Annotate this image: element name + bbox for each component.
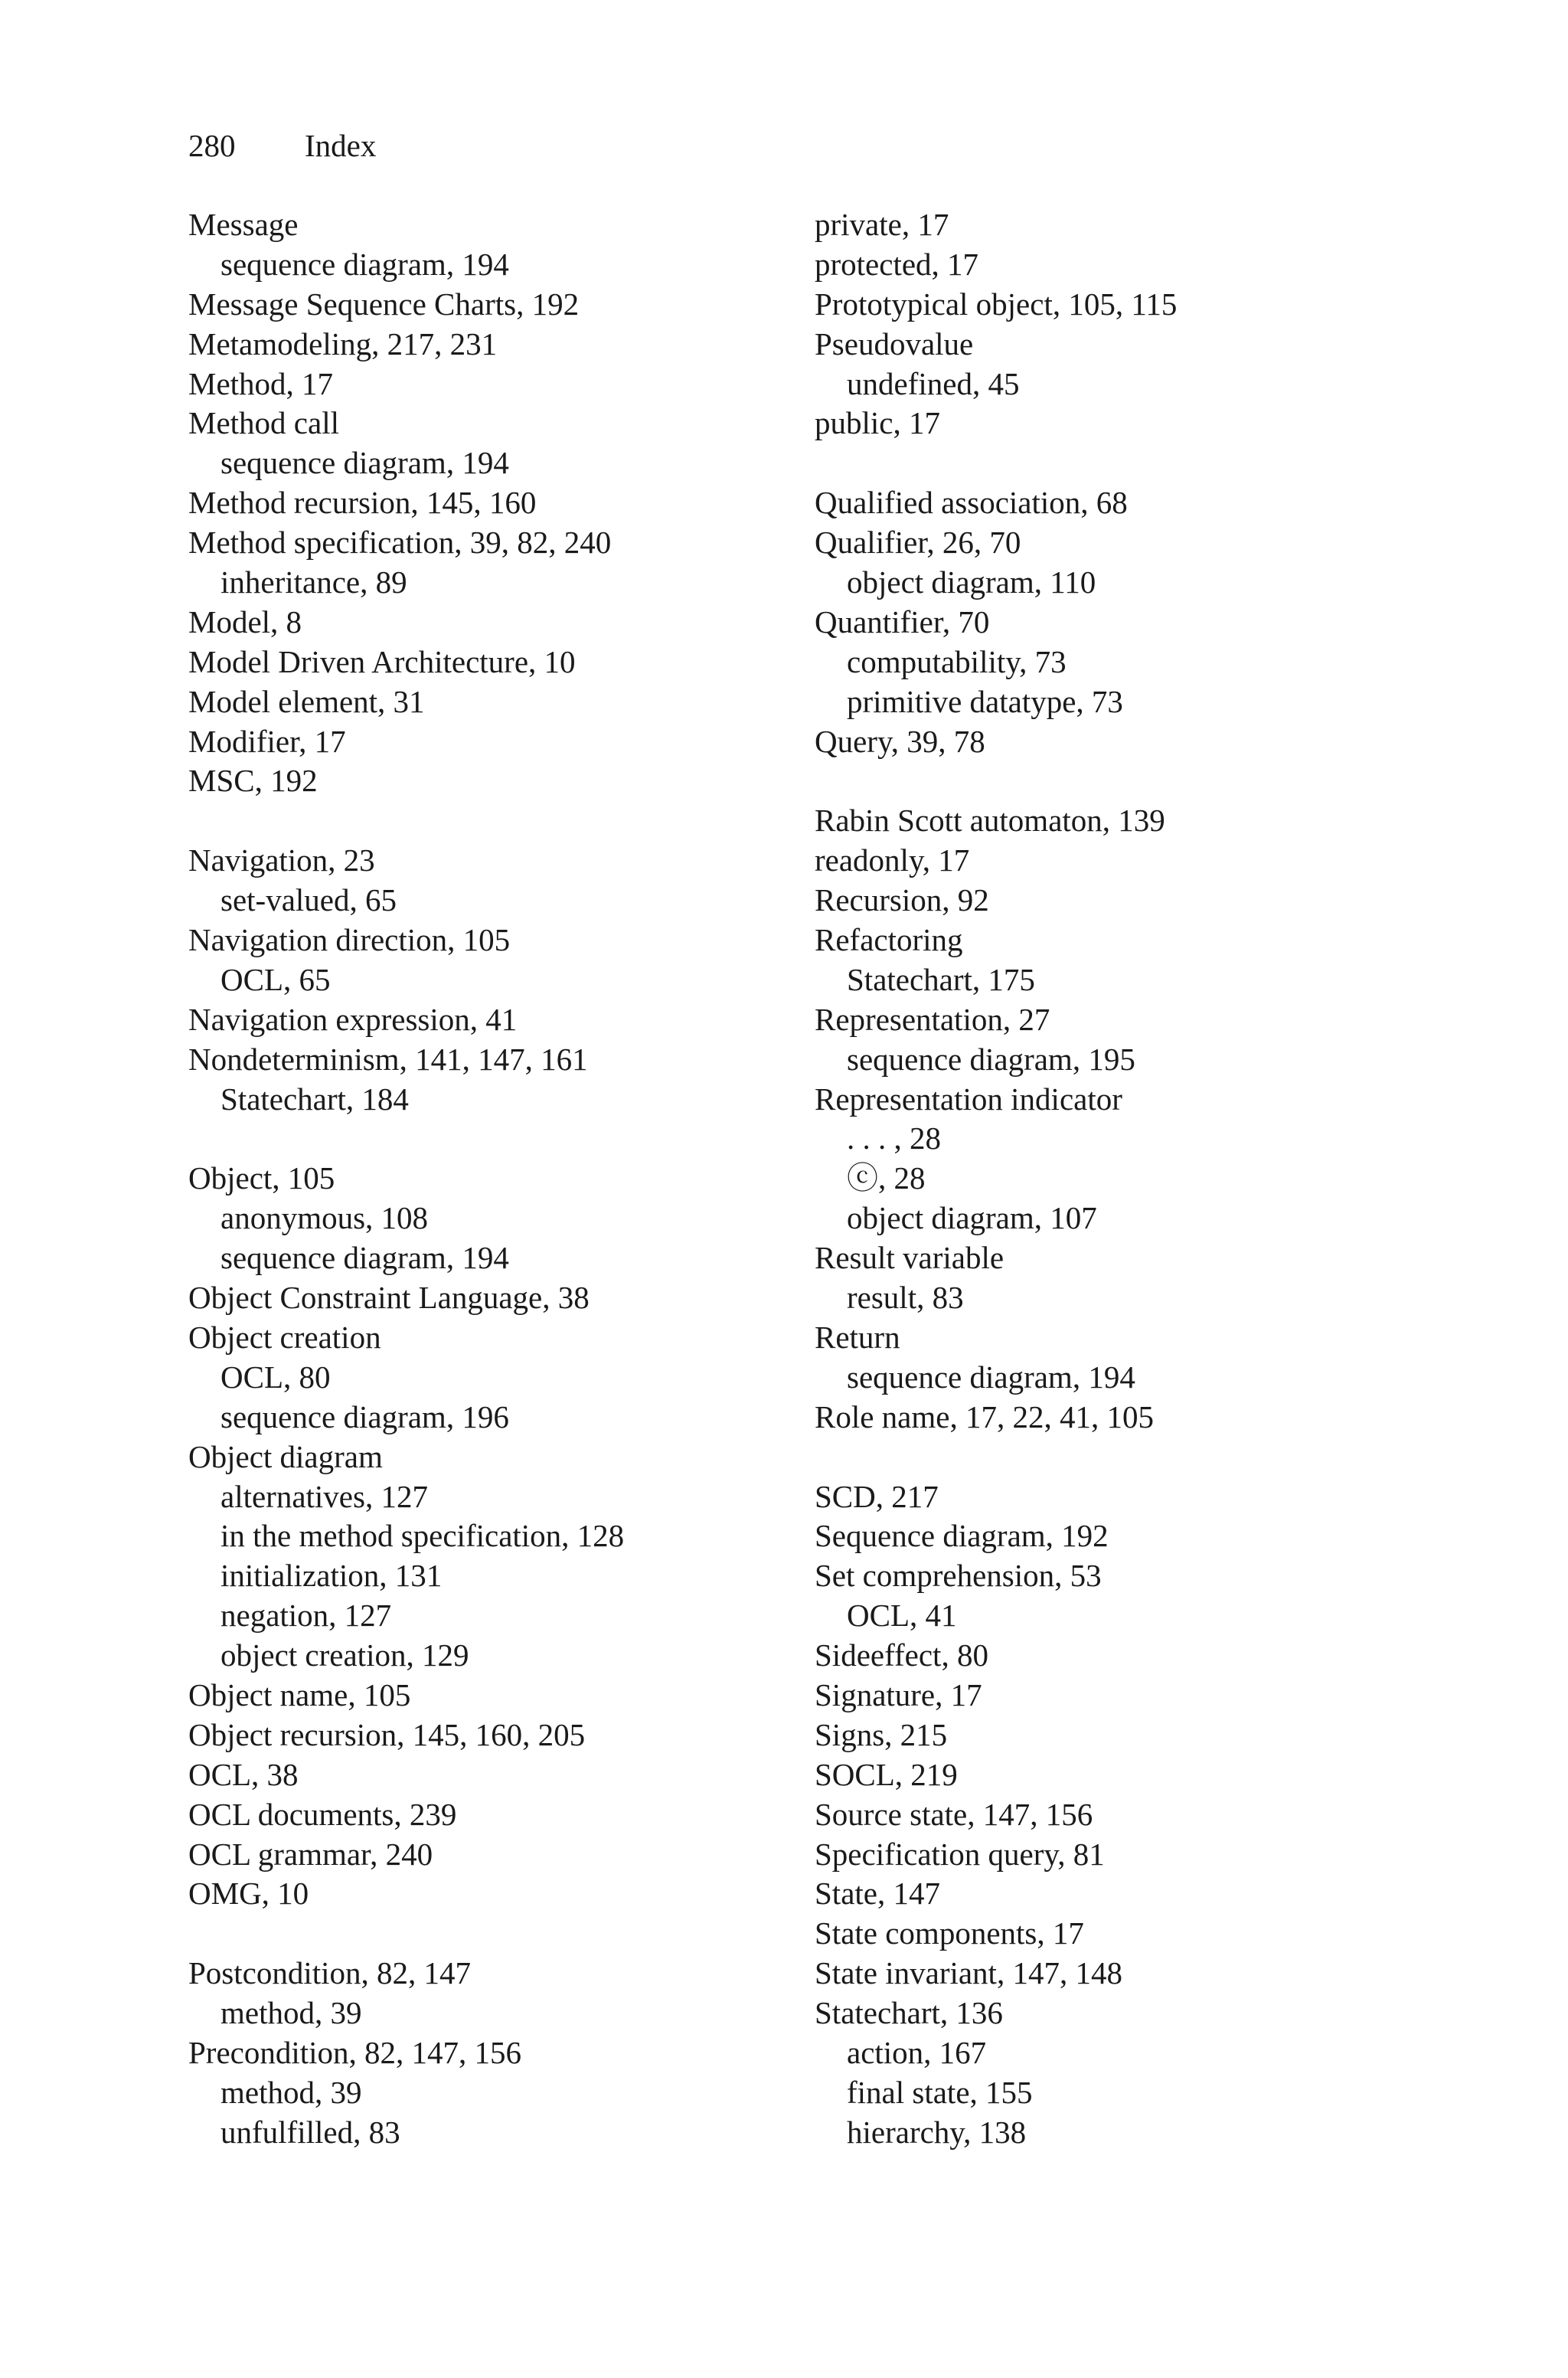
- index-entry: protected, 17: [815, 246, 979, 282]
- index-entry: Recursion, 92: [815, 882, 989, 918]
- index-entry: Precondition, 82, 147, 156: [188, 2034, 522, 2070]
- index-subentry: OCL, 65: [220, 961, 331, 997]
- index-entry: State invariant, 147, 148: [815, 1955, 1122, 1991]
- index-subentry: final state, 155: [847, 2074, 1033, 2110]
- index-subentry: unfulfilled, 83: [220, 2114, 400, 2150]
- index-subentry: Statechart, 175: [847, 961, 1035, 997]
- index-subentry: Statechart, 184: [220, 1081, 409, 1117]
- index-entry: Role name, 17, 22, 41, 105: [815, 1398, 1154, 1434]
- index-entry: Navigation, 23: [188, 842, 375, 878]
- index-entry: Sideeffect, 80: [815, 1637, 988, 1673]
- index-subentry: OCL, 80: [220, 1359, 331, 1395]
- index-subentry: initialization, 131: [220, 1558, 443, 1594]
- index-entry: Pseudovalue: [815, 325, 974, 361]
- index-subentry: sequence diagram, 194: [847, 1359, 1135, 1395]
- index-entry: Signature, 17: [815, 1676, 982, 1712]
- index-entry: Navigation direction, 105: [188, 922, 511, 958]
- index-entry: Rabin Scott automaton, 139: [815, 803, 1165, 839]
- running-head: [188, 126, 376, 165]
- index-entry: Object Constraint Language, 38: [188, 1280, 590, 1316]
- letter-group-spacer: [815, 443, 1396, 483]
- index-entry: Model Driven Architecture, 10: [188, 643, 576, 679]
- index-entry: MSC, 192: [188, 763, 318, 799]
- index-entry: Query, 39, 78: [815, 723, 985, 759]
- index-subentry: sequence diagram, 194: [220, 445, 509, 481]
- letter-group-spacer: [188, 1914, 770, 1954]
- index-entry: Representation indicator: [815, 1081, 1122, 1117]
- index-subentry: result, 83: [847, 1280, 964, 1316]
- index-subentry: undefined, 45: [847, 365, 1020, 401]
- index-subentry: sequence diagram, 195: [847, 1041, 1135, 1077]
- index-entry: Object, 105: [188, 1160, 335, 1196]
- index-subentry: alternatives, 127: [220, 1478, 428, 1514]
- index-entry: Method specification, 39, 82, 240: [188, 525, 612, 561]
- letter-group-spacer: [188, 801, 770, 841]
- index-subentry: sequence diagram, 194: [220, 1240, 509, 1276]
- page-number: 280: [188, 128, 236, 163]
- index-entry: SOCL, 219: [815, 1756, 958, 1792]
- index-entry: Signs, 215: [815, 1716, 948, 1752]
- index-entry: OCL documents, 239: [188, 1796, 457, 1832]
- index-subentry: OCL, 41: [847, 1598, 957, 1634]
- index-subentry: hierarchy, 138: [847, 2114, 1027, 2150]
- index-entry: Sequence diagram, 192: [815, 1518, 1109, 1554]
- letter-group-spacer: [815, 1438, 1396, 1477]
- index-subentry: sequence diagram, 196: [220, 1398, 509, 1434]
- index-column-right: [815, 205, 1396, 2153]
- index-entry: Method call: [188, 405, 339, 441]
- index-subentry: negation, 127: [220, 1598, 392, 1634]
- index-subentry: object diagram, 107: [847, 1200, 1097, 1236]
- index-entry: Nondeterminism, 141, 147, 161: [188, 1041, 588, 1077]
- index-entry: Object name, 105: [188, 1676, 411, 1712]
- index-entry: Source state, 147, 156: [815, 1796, 1093, 1832]
- index-entry: Modifier, 17: [188, 723, 346, 759]
- index-entry: Postcondition, 82, 147: [188, 1955, 472, 1991]
- index-subentry: method, 39: [220, 1995, 362, 2031]
- index-entry: Model element, 31: [188, 683, 425, 719]
- index-column-left: [188, 205, 770, 2153]
- index-entry: Method recursion, 145, 160: [188, 485, 537, 521]
- index-entry: Statechart, 136: [815, 1995, 1003, 2031]
- index-entry: SCD, 217: [815, 1478, 939, 1514]
- index-subentry: anonymous, 108: [220, 1200, 429, 1236]
- index-subentry: primitive datatype, 73: [847, 683, 1123, 719]
- index-entry: OCL grammar, 240: [188, 1836, 433, 1872]
- index-entry: Object recursion, 145, 160, 205: [188, 1716, 586, 1752]
- index-entry: State, 147: [815, 1876, 940, 1912]
- index-subentry: in the method specification, 128: [220, 1518, 625, 1554]
- index-subentry: . . . , 28: [847, 1120, 941, 1156]
- index-entry: Set comprehension, 53: [815, 1558, 1102, 1594]
- index-subentry: object creation, 129: [220, 1637, 469, 1673]
- index-entry: Model, 8: [188, 603, 302, 639]
- index-entry: Navigation expression, 41: [188, 1001, 518, 1037]
- index-entry: Message Sequence Charts, 192: [188, 286, 580, 322]
- index-entry: public, 17: [815, 405, 940, 441]
- index-subentry: sequence diagram, 194: [220, 246, 509, 282]
- index-entry: Quantifier, 70: [815, 603, 990, 639]
- index-entry: OMG, 10: [188, 1876, 309, 1912]
- running-title: Index: [305, 128, 377, 163]
- index-entry: Return: [815, 1319, 900, 1355]
- index-subentry: action, 167: [847, 2034, 987, 2070]
- index-entry: Metamodeling, 217, 231: [188, 325, 498, 361]
- index-entry: Result variable: [815, 1240, 1004, 1276]
- index-entry: Object creation: [188, 1319, 381, 1355]
- letter-group-spacer: [188, 1119, 770, 1159]
- index-entry: OCL, 38: [188, 1756, 299, 1792]
- index-entry: Qualifier, 26, 70: [815, 525, 1021, 561]
- index-entry: Qualified association, 68: [815, 485, 1128, 521]
- index-entry: Refactoring: [815, 922, 963, 958]
- index-subentry: ⓒ, 28: [847, 1160, 926, 1196]
- index-entry: Message: [188, 207, 299, 242]
- index-entry: readonly, 17: [815, 842, 970, 878]
- index-subentry: object diagram, 110: [847, 564, 1096, 600]
- index-entry: Method, 17: [188, 365, 334, 401]
- index-entry: Object diagram: [188, 1438, 383, 1474]
- index-subentry: set-valued, 65: [220, 882, 397, 918]
- index-subentry: computability, 73: [847, 643, 1067, 679]
- index-subentry: method, 39: [220, 2074, 362, 2110]
- index-entry: Specification query, 81: [815, 1836, 1105, 1872]
- index-entry: State components, 17: [815, 1915, 1084, 1951]
- letter-group-spacer: [815, 761, 1396, 801]
- index-entry: Representation, 27: [815, 1001, 1050, 1037]
- index-entry: Prototypical object, 105, 115: [815, 286, 1178, 322]
- index-entry: private, 17: [815, 207, 949, 242]
- index-subentry: inheritance, 89: [220, 564, 407, 600]
